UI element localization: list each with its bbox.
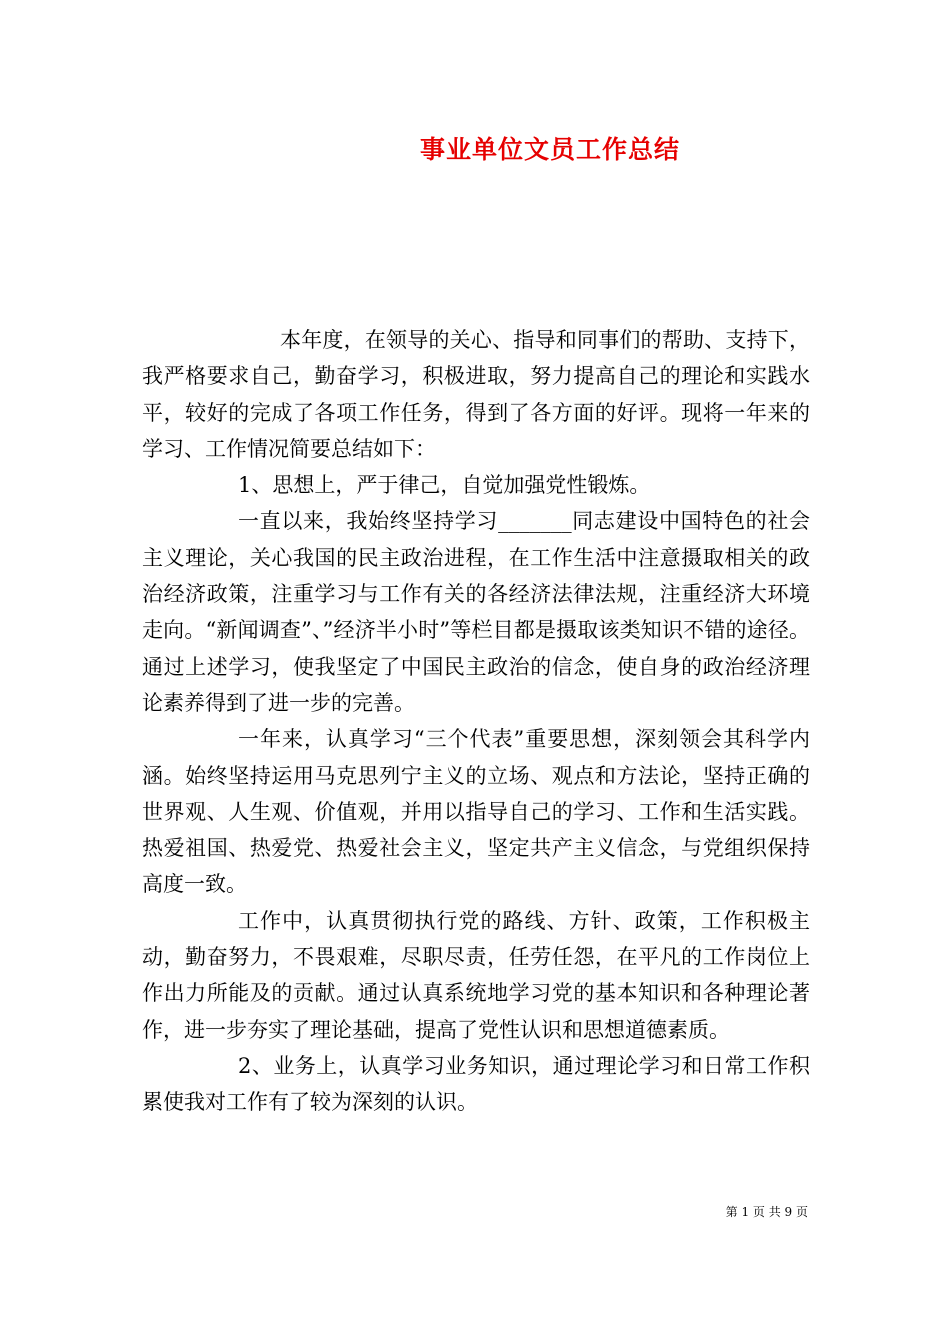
paragraph-work-attitude: 工作中，认真贯彻执行党的路线、方针、政策，工作积极主动，勤奋努力，不畏艰难，尽职尽责，任劳任怨，在平凡的工作岗位上作出力所能及的贡献。通过认真系统地学习党的基本知识和各种理论著作，进一步夯实了理论基础，提高了党性认识和思想道德素质。	[142, 908, 810, 1042]
document-body	[142, 322, 810, 1121]
paragraph-three-represents: 一年来，认真学习“三个代表”重要思想，深刻领会其科学内涵。始终坚持运用马克思列宁主义的立场、观点和方法论，坚持正确的世界观、人生观、价值观，并用以指导自己的学习、工作和生活实践。热爱祖国、热爱党、热爱社会主义，坚定共产主义信念，与党组织保持高度一致。	[142, 727, 810, 897]
paragraph-theory-study: 一直以来，我始终坚持学习_______同志建设中国特色的社会主义理论，关心我国的民主政治进程，在工作生活中注意摄取相关的政治经济政策，注重学习与工作有关的各经济法律法规，注重经济大环境走向。“新闻调查”、”经济半小时”等栏目都是摄取该类知识不错的途径。通过上述学习，使我坚定了中国民主政治的信念，使自身的政治经济理论素养得到了进一步的完善。	[142, 509, 810, 715]
paragraph-intro: 本年度，在领导的关心、指导和同事们的帮助、支持下，我严格要求自己，勤奋学习，积极进取，努力提高自己的理论和实践水平，较好的完成了各项工作任务，得到了各方面的好评。现将一年来的学习、工作情况简要总结如下：	[142, 328, 810, 461]
document-title: 事业单位文员工作总结	[419, 135, 680, 164]
page-indicator: 第 1 页 共 9 页	[725, 1205, 808, 1219]
paragraph-section-2-heading: 2、业务上，认真学习业务知识，通过理论学习和日常工作积累使我对工作有了较为深刻的认识。	[142, 1053, 810, 1115]
paragraph-section-1-heading: 1、思想上，严于律己，自觉加强党性锻炼。	[238, 473, 651, 498]
